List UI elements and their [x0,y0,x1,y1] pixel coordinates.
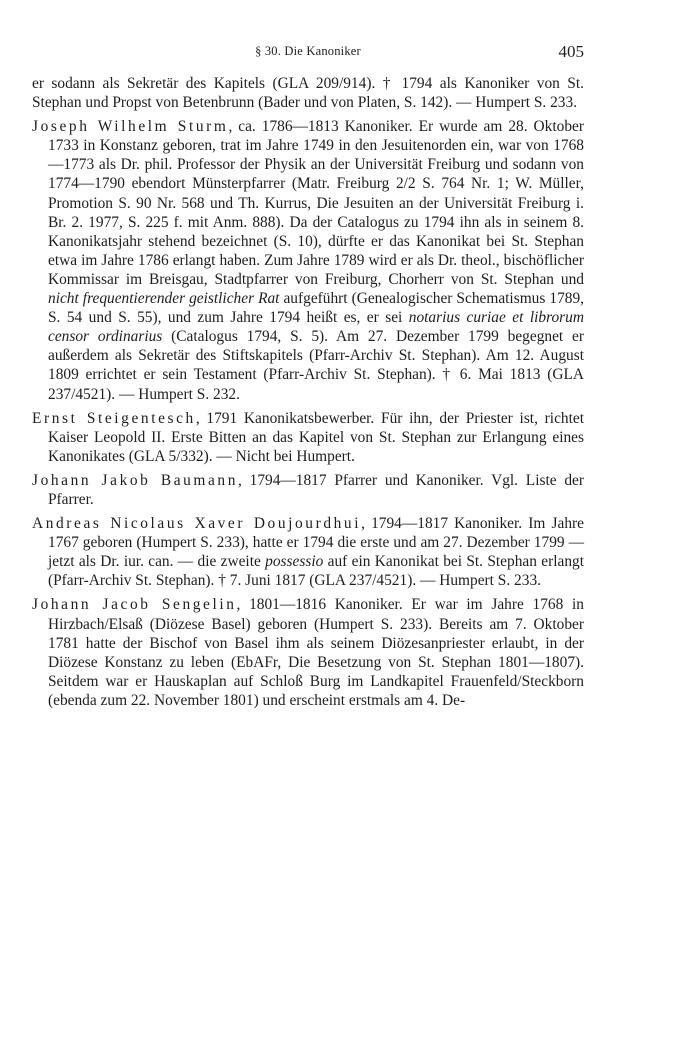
entry-italic: possessio [265,553,324,571]
entry-text: , 1801—1816 Kanoniker. Er war im Jahre 1768 in Hirzbach/Elsaß (Diözese Basel) geboren (Humpert S. 233). Bereits am 7. Oktober 1781 hatte der Bischof von Basel ihm als seinem Diözesanpriester erlaubt, in der Diözese Konstanz zu leben (EbAFr, Die Besetzung von St. Stephan 1801—1807). Seitdem war er Hauskaplan auf Schloß Burg im Landkapitel Frauenfeld/Steckborn (ebenda zum 22. November 1801) und erscheint erstmals am 4. De- [48,596,584,709]
entry-text: , ca. 1786—1813 Kanoniker. Er wurde am 28. Oktober 1733 in Konstanz geboren, trat im Jahre 1749 in den Jesuitenorden ein, war von 1768—1773 als Dr. phil. Professor der Physik an der Universität Freiburg und sodann von 1774—1790 ebendort Münsterpfarrer (Matr. Freiburg 2/2 S. 764 Nr. 1; W. Müller, Promotion S. 90 Nr. 568 und Th. Kurrus, Die Jesuiten an der Universität Freiburg i. Br. 2. 1977, S. 225 f. mit Anm. 888). Da der Catalogus zu 1794 ihn als in seinem 8. Kanonikatsjahr stehend bezeichnet (S. 10), dürfte er das Kanonikat bei St. Stephan etwa im Jahre 1786 erlangt haben. Zum Jahre 1789 wird er als Dr. theol., bischöflicher Kommissar im Breisgau, Stadtpfarrer von Freiburg, Chorherr von St. Stephan und [48,118,584,288]
running-head: § 30. Die Kanoniker [255,44,361,58]
entry-text: aufgeführt (Genealogischer Schematismus 1789, S. 54 und S. 55), und zum Jahre 1794 heißt es, er sei [48,290,584,327]
entry-text: (Catalogus 1794, S. 5). Am 27. Dezember 1799 begegnet er außerdem als Sekretär des Stiftskapitels (Pfarr-Archiv St. Stephan). Am 12. August 1809 errichtet er sein Testament (Pfarr-Archiv St. Stephan). † 6. Mai 1813 (GLA 237/4521). — Humpert S. 232. [48,328,584,403]
entry-text: , 1794—1817 Pfarrer und Kanoniker. Vgl. Liste der Pfarrer. [48,471,584,508]
page-body [32,74,584,710]
entry-name: Ernst Steigentesch [32,409,196,427]
entry-sturm [32,117,584,403]
entry-italic: nicht frequentierender geistlicher Rat [48,290,280,308]
paragraph-intro: er sodann als Sekretär des Kapitels (GLA 209/914). † 1794 als Kanoniker von St. Stephan und Propst von Betenbrunn (Bader und von Platen, S. 142). — Humpert S. 233. [32,75,584,112]
entry-sengelin [32,595,584,710]
entry-text: auf ein Kanonikat bei St. Stephan erlangt (Pfarr-Archiv St. Stephan). † 7. Juni 1817 (GLA 237/4521). — Humpert S. 233. [48,553,584,590]
page-number: 405 [558,42,584,61]
entry-name: Johann Jacob Sengelin [32,596,237,614]
entry-doujourdhui [32,514,584,590]
entry-text: , 1794—1817 Kanoniker. Im Jahre 1767 geboren (Humpert S. 233), hatte er 1794 die erste und am 27. Dezember 1799 — jetzt als Dr. iur. can. — die zweite [48,515,584,571]
entry-baumann [32,471,584,509]
entry-name: Johann Jakob Baumann [32,471,239,489]
entry-italic: notarius curiae et librorum censor ordinarius [48,309,584,346]
entry-name: Andreas Nicolaus Xaver Doujourdhui [32,515,362,533]
entry-name: Joseph Wilhelm Sturm [32,118,229,136]
page-header [32,36,584,64]
entry-text: , 1791 Kanonikatsbewerber. Für ihn, der Priester ist, richtet Kaiser Leopold II. Erste Bitten an das Kapitel von St. Stephan zur Erlangung eines Kanonikates (GLA 5/332). — Nicht bei Humpert. [48,409,584,465]
entry-steigentesch [32,409,584,466]
